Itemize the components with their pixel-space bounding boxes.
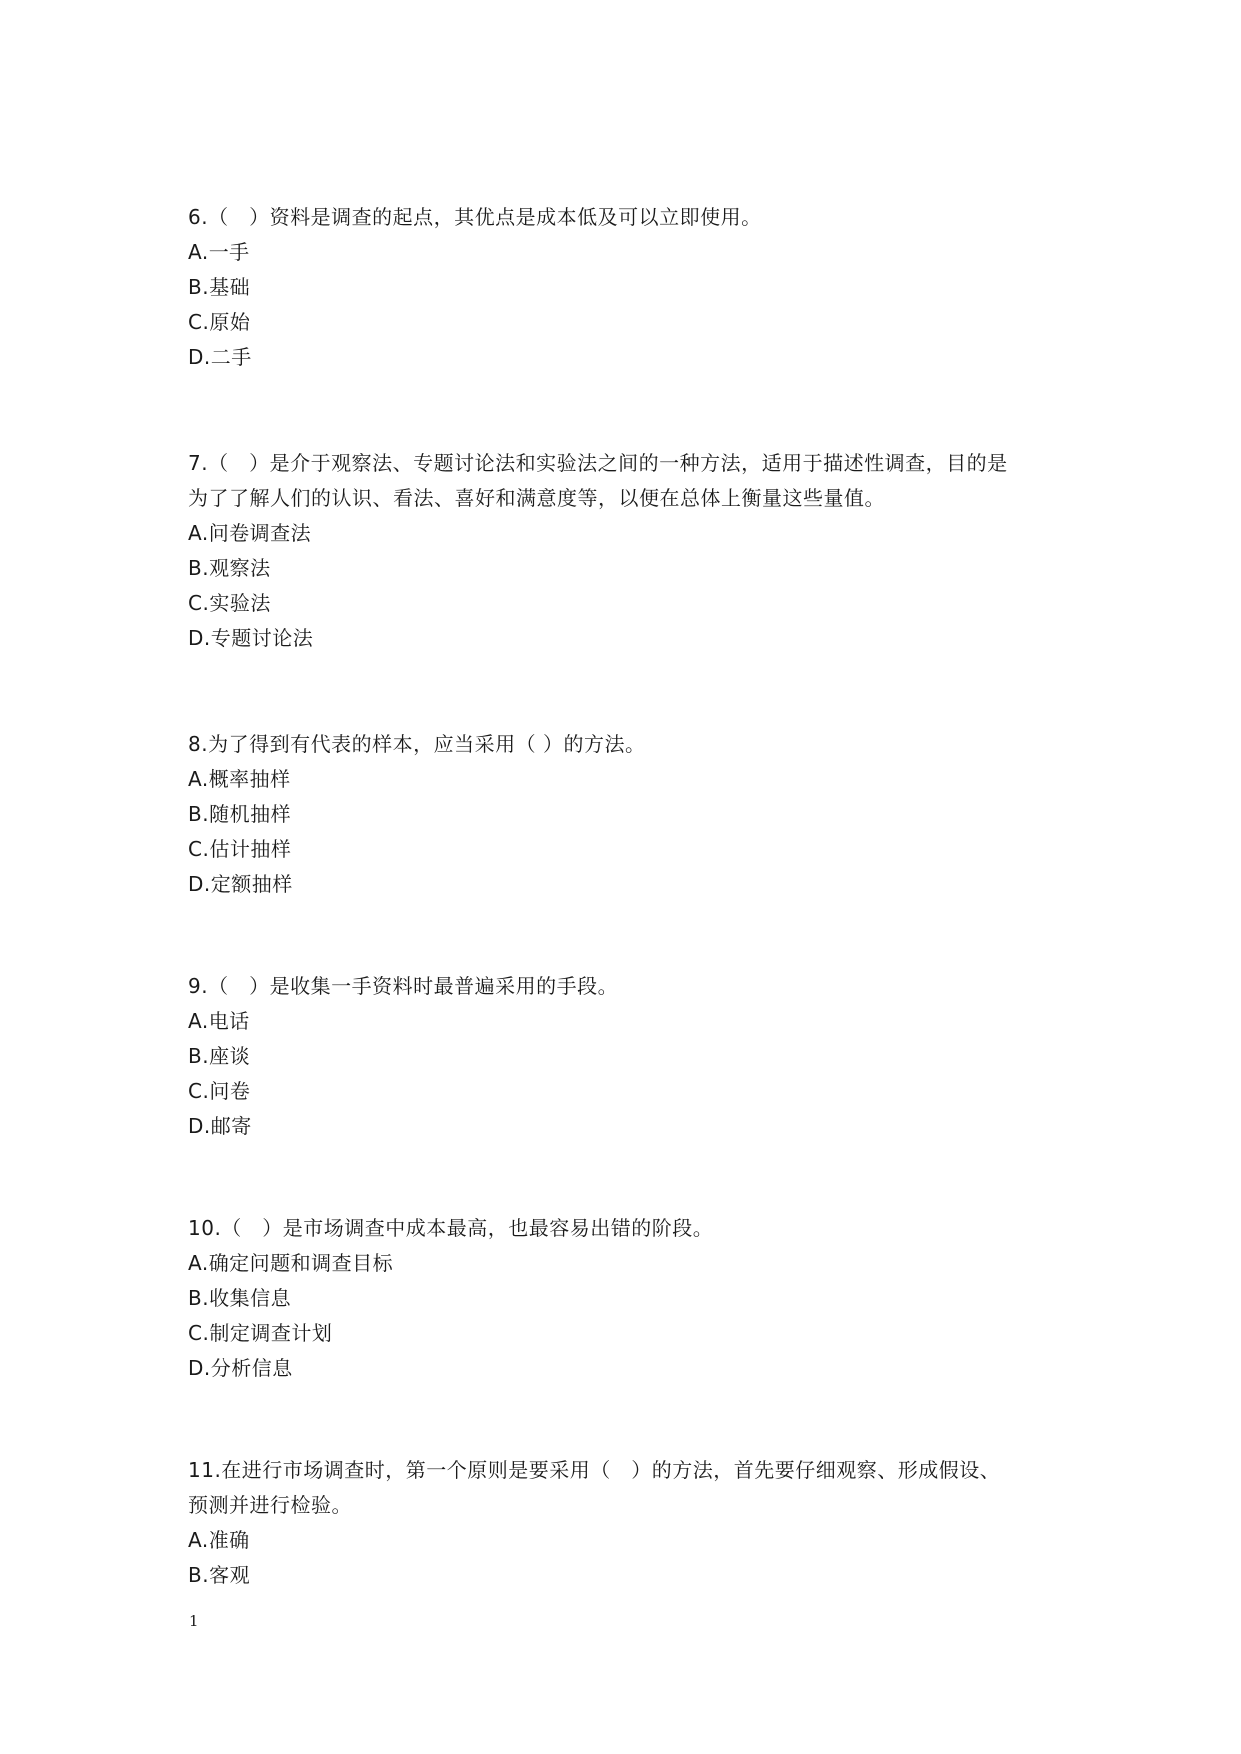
question-9 [188, 969, 1068, 1144]
question-stem-line-2: 预测并进行检验。 [188, 1493, 352, 1517]
question-stem-line-2: 为了了解人们的认识、看法、喜好和满意度等，以便在总体上衡量这些量值。 [188, 486, 885, 510]
option-b: B.随机抽样 [188, 802, 292, 826]
question-11 [188, 1453, 1068, 1593]
option-a: A.电话 [188, 1009, 250, 1033]
question-8 [188, 727, 1068, 902]
option-a: A.问卷调查法 [188, 521, 312, 545]
option-b: B.基础 [188, 275, 251, 299]
option-b: B.客观 [188, 1563, 251, 1587]
question-stem-line-1: 11.在进行市场调查时，第一个原则是要采用（ ）的方法，首先要仔细观察、形成假设、 [188, 1458, 1001, 1482]
option-d: D.定额抽样 [188, 872, 293, 896]
option-d: D.专题讨论法 [188, 626, 314, 650]
option-a: A.准确 [188, 1528, 250, 1552]
question-stem: 8.为了得到有代表的样本，应当采用（ ）的方法。 [188, 732, 646, 756]
option-a: A.概率抽样 [188, 767, 291, 791]
option-d: D.二手 [188, 345, 252, 369]
option-c: C.估计抽样 [188, 837, 292, 861]
option-a: A.一手 [188, 240, 250, 264]
question-stem: 6.（ ）资料是调查的起点，其优点是成本低及可以立即使用。 [188, 205, 762, 229]
question-stem-line-1: 7.（ ）是介于观察法、专题讨论法和实验法之间的一种方法，适用于描述性调查，目的是 [188, 451, 1008, 475]
option-b: B.收集信息 [188, 1286, 292, 1310]
option-d: D.分析信息 [188, 1356, 293, 1380]
option-b: B.观察法 [188, 556, 271, 580]
question-stem: 9.（ ）是收集一手资料时最普遍采用的手段。 [188, 974, 619, 998]
question-7 [188, 446, 1068, 656]
option-c: C.实验法 [188, 591, 271, 615]
option-c: C.制定调查计划 [188, 1321, 333, 1345]
option-c: C.原始 [188, 310, 251, 334]
option-a: A.确定问题和调查目标 [188, 1251, 394, 1275]
question-10 [188, 1211, 1068, 1386]
page-number: 1 [189, 1612, 199, 1630]
option-b: B.座谈 [188, 1044, 251, 1068]
option-c: C.问卷 [188, 1079, 251, 1103]
option-d: D.邮寄 [188, 1114, 252, 1138]
question-6 [188, 200, 1068, 375]
question-stem: 10.（ ）是市场调查中成本最高，也最容易出错的阶段。 [188, 1216, 714, 1240]
